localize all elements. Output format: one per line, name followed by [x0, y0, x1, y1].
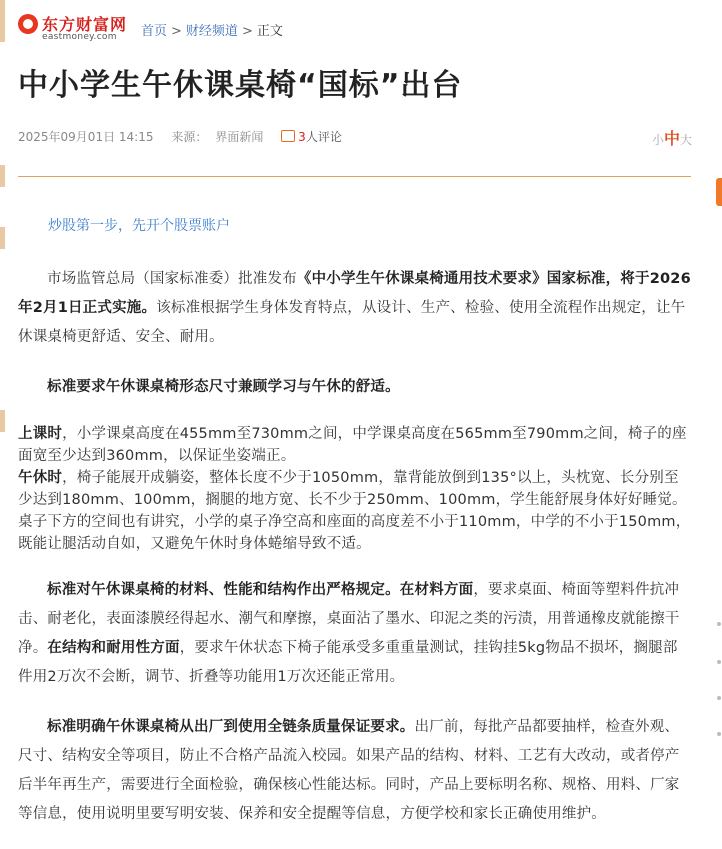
paragraph-text: 出厂前，每批产品都要抽样，检查外观、尺寸、结构安全等项目，防止不合格产品流入校园。如果产品的结构、材料、工艺有大改动，或者停产后半年再生产，需要进行全面检验，确保核心性能达标。同时，产品上要标明名称、规格、用料、厂家等信息，使用说明里要写明安装、保养和安全提醒等信息，方便学校和家长正确使用维护。: [18, 719, 680, 822]
paragraph: [18, 373, 692, 402]
edge-marker: [0, 227, 5, 249]
paragraph: [18, 265, 692, 352]
promo-link[interactable]: 炒股第一步，先开个股票账户: [48, 218, 230, 234]
edge-marker: [0, 410, 5, 432]
paragraph-text: ，要求午休状态下椅子能承受多重重量测试，挂钩挂5kg物品不损坏，搁腿部件用2万次不会断，调节、折叠等功能用1万次还能正常用。: [18, 640, 678, 685]
paragraph-bold-text: 午休时: [18, 470, 63, 486]
right-sidebar-edge: [712, 0, 722, 849]
comment-suffix: 人评论: [305, 130, 342, 144]
paragraph-text: ，要求桌面、椅面等塑料件抗冲击、耐老化，表面漆膜经得起水、潮气和摩擦，桌面沾了墨水、印泥之类的污渍，用普通橡皮就能擦干净。: [18, 582, 680, 656]
breadcrumb-current: 正文: [256, 24, 283, 39]
paragraph-bold-text: 标准对午休课桌椅的材料、性能和结构作出严格规定。在材料方面: [47, 582, 474, 598]
edge-marker: [0, 165, 5, 187]
paragraph-text: ，小学课桌高度在455mm至730mm之间，中学课桌高度在565mm至790mm之间，椅子的座面宽至少达到360mm，以保证坐姿端正。: [18, 426, 687, 464]
sidebar-bullet: [717, 732, 721, 736]
comments-link[interactable]: [281, 130, 342, 144]
paragraph-bold-text: 在结构和耐用性方面: [47, 640, 180, 656]
paragraph: [18, 467, 692, 555]
sidebar-tab[interactable]: [716, 178, 722, 206]
sidebar-bullet: [717, 696, 721, 700]
sidebar-bullet: [717, 660, 721, 664]
source-name[interactable]: 界面新闻: [215, 130, 264, 144]
paragraph-text: 市场监管总局（国家标准委）批准发布: [47, 271, 297, 287]
breadcrumb-separator: >: [171, 24, 182, 39]
comment-count: 3: [298, 130, 306, 144]
paragraph-bold-text: 标准要求午休课桌椅形态尺寸兼顾学习与午休的舒适。: [47, 379, 400, 395]
article-meta: [18, 128, 692, 148]
source-label: 来源：: [171, 130, 208, 144]
font-small-button[interactable]: 小: [651, 133, 664, 147]
left-page-edge: [0, 0, 8, 849]
logo-icon: [18, 14, 38, 34]
header-divider: [18, 176, 691, 177]
breadcrumb-separator: >: [241, 24, 253, 39]
paragraph-bold-text: 标准明确午休课桌椅从出厂到使用全链条质量保证要求。: [47, 719, 415, 735]
paragraph: [18, 713, 692, 829]
article-body: [18, 265, 692, 829]
paragraph: [18, 423, 692, 467]
article-title: 中小学生午休课桌椅“国标”出台: [18, 68, 463, 103]
site-header: [18, 12, 678, 44]
comment-icon: [281, 130, 295, 142]
paragraph-bold-text: 《中小学生午休课桌椅通用技术要求》国家标准，将于2026年2月1日正式实施。: [18, 271, 691, 316]
font-size-switch: [652, 126, 692, 149]
site-logo[interactable]: [18, 12, 128, 44]
breadcrumb-channel-link[interactable]: 财经频道: [185, 24, 238, 39]
breadcrumb-home-link[interactable]: 首页: [141, 24, 168, 39]
logo-domain: eastmoney.com: [42, 32, 117, 42]
font-medium-button[interactable]: 中: [663, 129, 680, 148]
breadcrumb: [141, 20, 283, 39]
paragraph-text: 该标准根据学生身体发育特点，从设计、生产、检验、使用全流程作出规定，让午休课桌椅更舒适、安全、耐用。: [18, 300, 686, 345]
logo-text: 东方财富网: [42, 15, 128, 34]
font-large-button[interactable]: 大: [679, 133, 692, 147]
paragraph-text: ，椅子能展开成躺姿，整体长度不少于1050mm，靠背能放倒到135°以上，头枕宽、长分别至少达到180mm、100mm，搁腿的地方宽、长不少于250mm、100mm，学生能舒展身体好好睡觉。桌子下方的空间也有讲究，小学的桌子净空高和座面的高度差不小于110mm，中学的不小于150mm，既能让腿活动自如，又避免午休时身体蜷缩导致不适。: [18, 470, 691, 552]
publish-time: 2025年09月01日 14:15: [18, 130, 154, 144]
edge-marker: [0, 0, 5, 42]
paragraph-bold-text: 上课时: [18, 426, 63, 442]
sidebar-bullet: [717, 622, 721, 626]
paragraph: [18, 576, 692, 692]
